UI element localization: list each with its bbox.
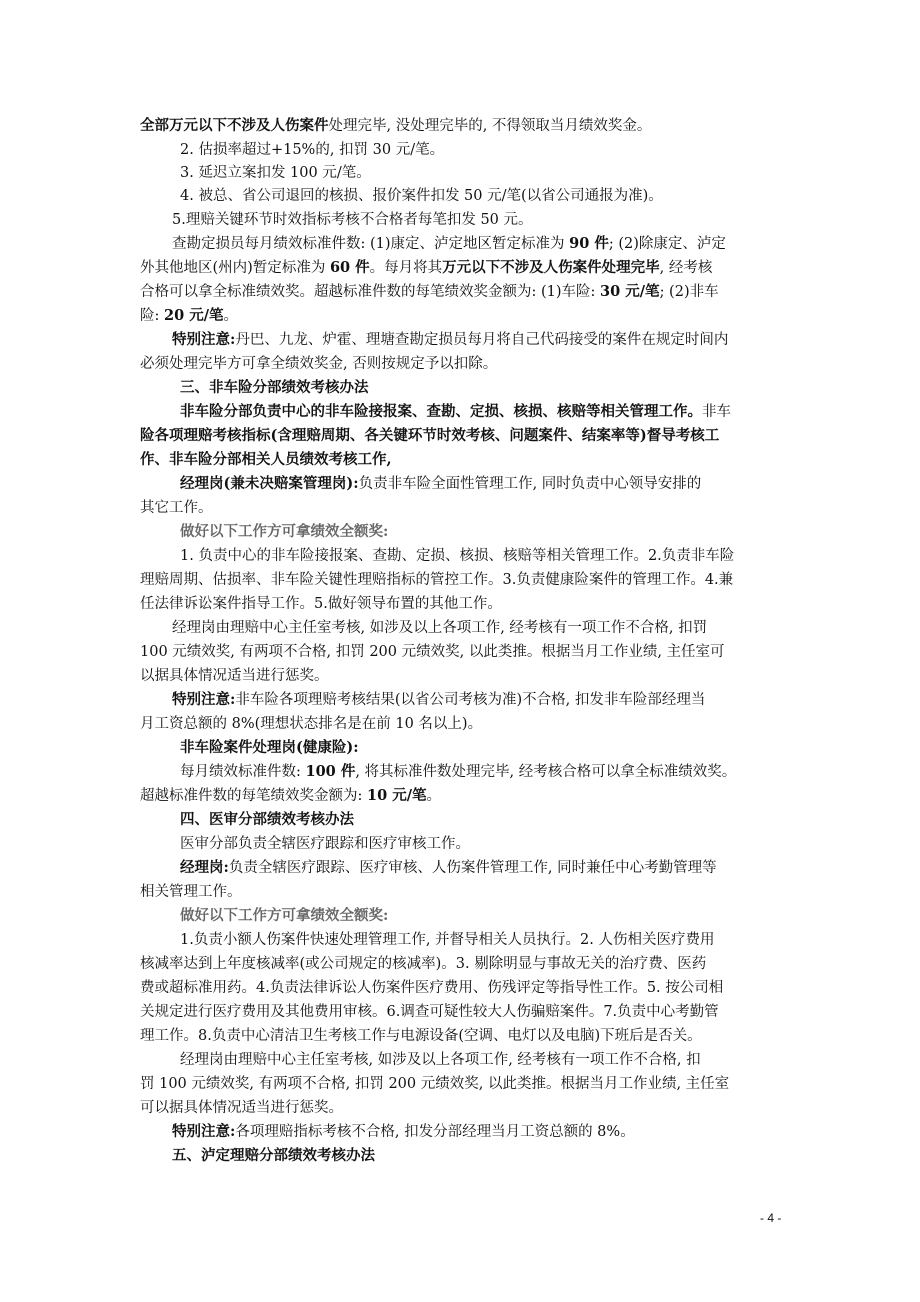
text: 5.理赔关键环节时效指标考核不合格者每笔扣发 50 元。 <box>172 212 533 228</box>
bold-text: 做好以下工作方可拿绩效全额奖: <box>180 523 389 540</box>
bold-text: 20 元/笔 <box>164 307 224 324</box>
text: 罚 100 元绩效奖, 有两项不合格, 扣罚 200 元绩效奖, 以此类推。根据当月工作业绩, 主任室 <box>140 1076 730 1092</box>
text: 关规定进行医疗费用及其他费用审核。6.调查可疑性较大人伤骗赔案件。7.负责中心考勤管 <box>140 1004 719 1020</box>
text-line <box>172 690 790 710</box>
text-line <box>180 186 790 206</box>
text: 可以据具体情况适当进行惩奖。 <box>140 1100 343 1116</box>
bold-text: 60 件 <box>329 259 370 276</box>
text: 负责全辖医疗跟踪、医疗审核、人伤案件管理工作, 同时兼任中心考勤管理等 <box>228 860 717 876</box>
text-line <box>180 140 790 160</box>
bold-text: 经理岗(兼未决赔案管理岗): <box>180 475 359 492</box>
bold-text: 特别注意: <box>172 691 236 708</box>
text-line <box>180 474 790 494</box>
text-line <box>140 282 790 302</box>
text: 费或超标准用药。4.负责法律诉讼人伤案件医疗费用、伤残评定等指导性工作。5. 按公司相 <box>140 980 724 996</box>
text: 非车险各项理赔考核结果(以省公司考核为准)不合格, 扣发非车险部经理当 <box>235 692 706 708</box>
text-line <box>140 258 790 278</box>
text-line <box>172 618 790 638</box>
text-line <box>172 330 790 350</box>
bold-text: 30 元/笔 <box>600 283 660 300</box>
text: 。 <box>426 788 442 804</box>
text-line <box>180 163 790 183</box>
text: , 将其标准件数处理完毕, 经考核合格可以拿全标准绩效奖。 <box>355 764 737 780</box>
text-line <box>180 378 790 398</box>
bold-text: 非车险案件处理岗(健康险): <box>180 739 359 756</box>
text: 处理完毕, 没处理完毕的, 不得领取当月绩效奖金。 <box>328 118 652 134</box>
bold-text: 经理岗: <box>180 859 229 876</box>
text: ; (2)除康定、泸定 <box>608 236 726 252</box>
text: 月工资总额的 8%(理想状态排名是在前 10 名以上)。 <box>140 716 483 732</box>
text: 查勘定损员每月绩效标准件数: (1)康定、泸定地区暂定标准为 <box>172 236 570 252</box>
text: 医审分部负责全辖医疗跟踪和医疗审核工作。 <box>180 836 470 852</box>
text-line <box>180 546 790 566</box>
text: 险: <box>140 308 164 324</box>
bold-text: 特别注意: <box>172 1123 236 1140</box>
text-line <box>140 666 790 686</box>
text-line <box>140 1074 790 1094</box>
text-line <box>180 762 790 782</box>
text-line <box>140 1002 790 1022</box>
text: 超越标准件数的每笔绩效奖金额为: <box>140 788 367 804</box>
text-line <box>140 426 790 446</box>
text-line <box>140 978 790 998</box>
text: 非车 <box>702 404 731 420</box>
text-line <box>140 116 790 136</box>
text: 理赔周期、估损率、非车险关键性理赔指标的管控工作。3.负责健康险案件的管理工作。4.兼 <box>140 572 734 588</box>
text-line <box>140 642 790 662</box>
bold-text: 三、非车险分部绩效考核办法 <box>180 379 369 396</box>
bold-text: 非车险分部负责中心的非车险接报案、查勘、定损、核损、核赔等相关管理工作。 <box>180 403 702 420</box>
text-line <box>140 954 790 974</box>
text: 。每月将其 <box>369 260 443 276</box>
bold-text: 10 元/笔 <box>367 787 427 804</box>
text-line <box>172 234 790 254</box>
text: 经理岗由理赔中心主任室考核, 如涉及以上各项工作, 经考核有一项工作不合格, 扣罚 <box>172 620 708 636</box>
bold-text: 万元以下不涉及人伤案件处理完毕 <box>442 259 660 276</box>
text-line <box>140 1098 790 1118</box>
text: 各项理赔指标考核不合格, 扣发分部经理当月工资总额的 8%。 <box>235 1124 635 1140</box>
text-line <box>180 906 790 926</box>
text: 。 <box>223 308 239 324</box>
text-line <box>140 714 790 734</box>
text-line <box>140 498 790 518</box>
text: 100 元绩效奖, 有两项不合格, 扣罚 200 元绩效奖, 以此类推。根据当月工作业绩, 主任室可 <box>140 644 725 660</box>
text: 合格可以拿全标准绩效奖。超越标准件数的每笔绩效奖金额为: (1)车险: <box>140 284 601 300</box>
bold-text: 做好以下工作方可拿绩效全额奖: <box>180 907 389 924</box>
text-line <box>172 1146 790 1166</box>
text: 3. 延迟立案扣发 100 元/笔。 <box>180 165 371 181</box>
text-line <box>140 882 790 902</box>
text: 丹巴、九龙、炉霍、理塘查勘定损员每月将自己代码接受的案件在规定时间内 <box>235 332 729 348</box>
text: 必须处理完毕方可拿全绩效奖金, 否则按规定予以扣除。 <box>140 356 498 372</box>
text-line <box>180 834 790 854</box>
text: 外其他地区(州内)暂定标准为 <box>140 260 330 276</box>
text: 理工作。8.负责中心清洁卫生考核工作与电源设备(空调、电灯以及电脑)下班后是否关。 <box>140 1028 702 1044</box>
bold-text: 险各项理赔考核指标(含理赔周期、各关键环节时效考核、问题案件、结案率等)督导考核工 <box>140 427 720 444</box>
text-line <box>140 354 790 374</box>
text-line <box>180 1050 790 1070</box>
text-line <box>172 1122 790 1142</box>
text: 2. 估损率超过+15%的, 扣罚 30 元/笔。 <box>180 142 445 158</box>
text: 以据具体情况适当进行惩奖。 <box>140 668 329 684</box>
text: 相关管理工作。 <box>140 884 242 900</box>
text: 经理岗由理赔中心主任室考核, 如涉及以上各项工作, 经考核有一项工作不合格, 扣 <box>180 1052 701 1068</box>
bold-text: 100 件 <box>305 763 356 780</box>
bold-text: 特别注意: <box>172 331 236 348</box>
bold-text: 五、泸定理赔分部绩效考核办法 <box>172 1147 375 1164</box>
text: 负责非车险全面性管理工作, 同时负责中心领导安排的 <box>358 476 702 492</box>
text: 每月绩效标准件数: <box>180 764 306 780</box>
text: 1. 负责中心的非车险接报案、查勘、定损、核损、核赔等相关管理工作。2.负责非车险 <box>180 548 735 564</box>
bold-text: 作、非车险分部相关人员绩效考核工作, <box>140 451 392 468</box>
text-line <box>180 810 790 830</box>
text: 其它工作。 <box>140 500 213 516</box>
bold-text: 90 件 <box>569 235 609 252</box>
text: ; (2)非车 <box>659 284 719 300</box>
text: 4. 被总、省公司退回的核损、报价案件扣发 50 元/笔(以省公司通报为准)。 <box>180 188 663 204</box>
text-line <box>180 930 790 950</box>
text-line <box>140 570 790 590</box>
text-line <box>180 738 790 758</box>
text: 核减率达到上年度核减率(或公司规定的核减率)。3. 剔除明显与事故无关的治疗费、医药 <box>140 956 707 972</box>
text-line <box>180 402 790 422</box>
text: , 经考核 <box>659 260 713 276</box>
text-line <box>140 786 790 806</box>
text-line <box>140 594 790 614</box>
text: 1.负责小额人伤案件快速处理管理工作, 并督导相关人员执行。2. 人伤相关医疗费用 <box>180 932 715 948</box>
text-line <box>140 306 790 326</box>
text-line <box>172 210 790 230</box>
page-number: - 4 - <box>760 1211 782 1225</box>
text-line <box>140 450 790 470</box>
text-line <box>140 1026 790 1046</box>
text: 任法律诉讼案件指导工作。5.做好领导布置的其他工作。 <box>140 596 502 612</box>
text-line <box>180 858 790 878</box>
bold-text: 全部万元以下不涉及人伤案件 <box>140 117 329 134</box>
bold-text: 四、医审分部绩效考核办法 <box>180 811 354 828</box>
text-line <box>180 522 790 542</box>
